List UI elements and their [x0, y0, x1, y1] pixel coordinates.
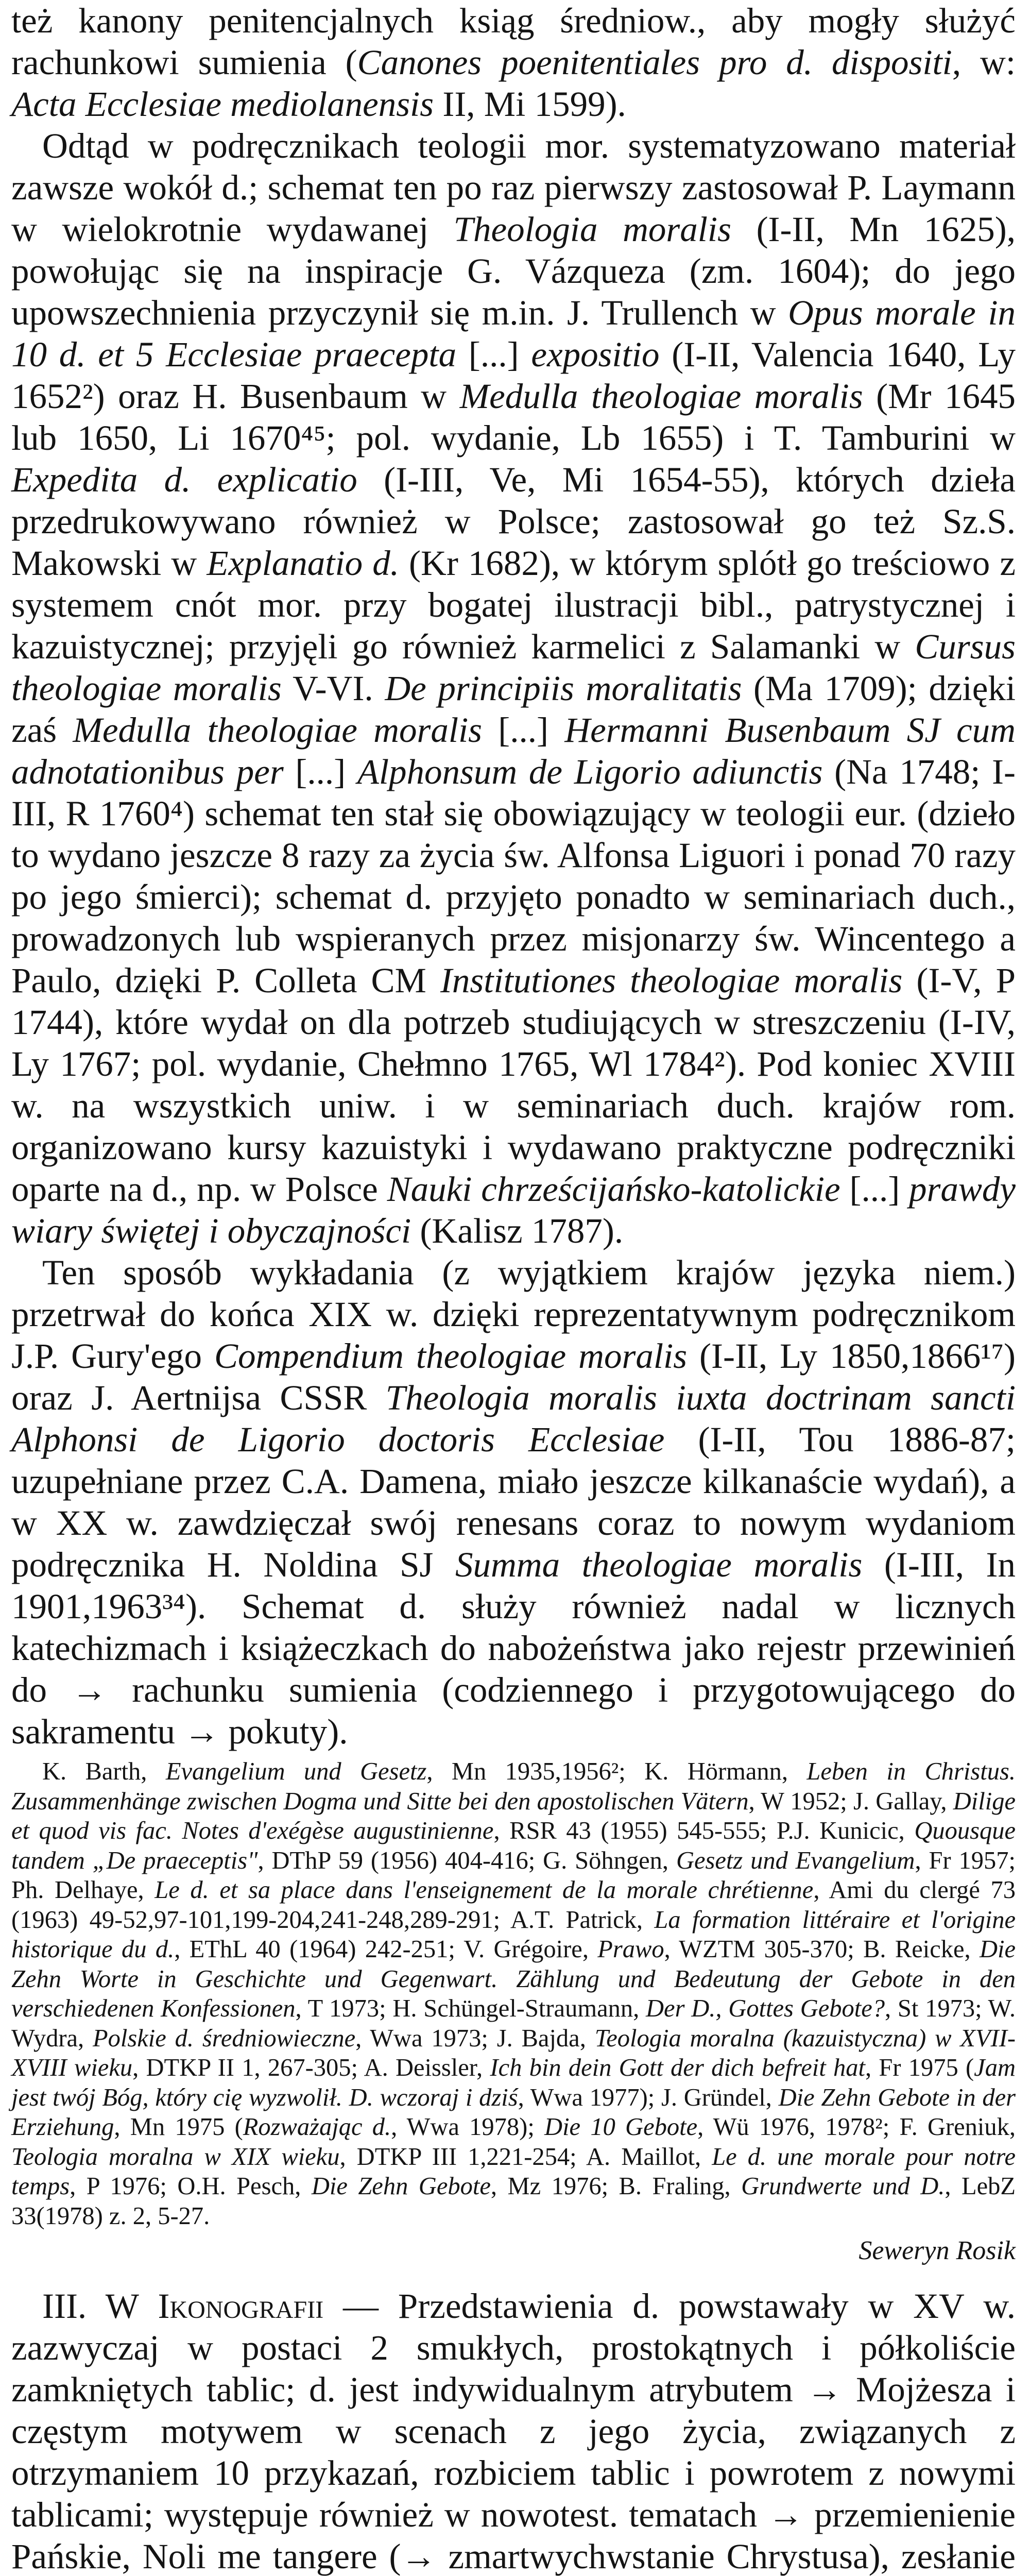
- main-text: [11, 0, 1016, 1753]
- author-signature: Seweryn Rosik: [859, 2236, 1016, 2265]
- paragraph-nineteenth-century: Ten sposób wykładania (z wyjątkiem krajów języka niem.) przetrwał do końca XIX w. dzięki reprezentatywnym podręcznikom J.P. Gury'ego Compendium theologiae moralis (I-II, Ly 1850,1866¹⁷) oraz J. Aertnijsa CSSR Theologia moralis iuxta doctrinam sancti Alphonsi de Ligorio doctoris Ecclesiae (I-II, Tou 1886-87; uzupełniane przez C.A. Damena, miało jeszcze kilkanaście wydań), a w XX w. zawdzięczał swój renesans coraz to nowym wydaniom podręcznika H. Noldina SJ Summa theologiae moralis (I-III, In 1901,1963³⁴). Schemat d. służy również nadal w licznych katechizmach i książeczkach do nabożeństwa jako rejestr przewinień do → rachunku sumienia (codziennego i przygotowującego do sakramentu → pokuty).: [11, 1253, 1016, 1751]
- bibliography: [11, 1757, 1016, 2231]
- paragraph-intro: też kanony penitencjalnych ksiąg średniow., aby mogły służyć rachunkowi sumienia (Canones poenitentiales pro d. dispositi, w: Acta Ecclesiae mediolanensis II, Mi 1599).: [11, 1, 1016, 124]
- section-iconography: [11, 2285, 1016, 2576]
- section-label: III. W: [42, 2286, 139, 2326]
- paragraph-iconography: [11, 2285, 1016, 2576]
- section-body: — Przedstawienia d. powstawały w XV w. zazwyczaj w postaci 2 smukłych, prostokątnych i półkoliście zamkniętych tablic; d. jest indywidualnym atrybutem → Mojżesza i częstym motywem w scenach z jego życia, związanych z otrzymaniem 10 przykazań, rozbiciem tablic i powrotem z nowymi tablicami; występuje również w nowotest. tematach → przemienienie Pańskie, Noli me tangere (→ zmartwychwstanie Chrystusa), zesłanie: [11, 2286, 1016, 2576]
- section-title: Ikonografii: [158, 2286, 324, 2326]
- bibliography-text: K. Barth, Evangelium und Gesetz, Mn 1935,1956²; K. Hörmann, Leben in Christus. Zusammenhänge zwischen Dogma und Sitte bei den apostolischen Vätern, W 1952; J. Gallay, Dilige et quod vis fac. Notes d'exégèse augustinienne, RSR 43 (1955) 545-555; P.J. Kunicic, Quousque tandem „De praeceptis", DThP 59 (1956) 404-416; G. Söhngen, Gesetz und Evangelium, Fr 1957; Ph. Delhaye, Le d. et sa place dans l'enseignement de la morale chrétienne, Ami du clergé 73 (1963) 49-52,97-101,199-204,241-248,289-291; A.T. Patrick, La formation littéraire et l'origine historique du d., EThL 40 (1964) 242-251; V. Grégoire, Prawo, WZTM 305-370; B. Reicke, Die Zehn Worte in Geschichte und Gegenwart. Zählung und Bedeutung der Gebote in den verschiedenen Konfessionen, T 1973; H. Schüngel-Straumann, Der D., Gottes Gebote?, St 1973; W. Wydra, Polskie d. średniowieczne, Wwa 1973; J. Bajda, Teologia moralna (kazuistyczna) w XVII-XVIII wieku, DTKP II 1, 267-305; A. Deissler, Ich bin dein Gott der dich befreit hat, Fr 1975 (Jam jest twój Bóg, który cię wyzwolił. D. wczoraj i dziś, Wwa 1977); J. Gründel, Die Zehn Gebote in der Erziehung, Mn 1975 (Rozważając d., Wwa 1978); Die 10 Gebote, Wü 1976, 1978²; F. Greniuk, Teologia moralna w XIX wieku, DTKP III 1,221-254; A. Maillot, Le d. une morale pour notre temps, P 1976; O.H. Pesch, Die Zehn Gebote, Mz 1976; B. Fraling, Grundwerte und D., LebZ 33(1978) z. 2, 5-27.: [11, 1758, 1016, 2230]
- document-page: [11, 0, 1016, 2576]
- paragraph-moral-theology-manuals: Odtąd w podręcznikach teologii mor. systematyzowano materiał zawsze wokół d.; schemat ten po raz pierwszy zastosował P. Laymann w wielokrotnie wydawanej Theologia moralis (I-II, Mn 1625), powołując się na inspiracje G. Vázqueza (zm. 1604); do jego upowszechnienia przyczynił się m.in. J. Trullench w Opus morale in 10 d. et 5 Ecclesiae praecepta [...] expositio (I-II, Valencia 1640, Ly 1652²) oraz H. Busenbaum w Medulla theologiae moralis (Mr 1645 lub 1650, Li 1670⁴⁵; pol. wydanie, Lb 1655) i T. Tamburini w Expedita d. explicatio (I-III, Ve, Mi 1654-55), których dzieła przedrukowywano również w Polsce; zastosował go też Sz.S. Makowski w Explanatio d. (Kr 1682), w którym splótł go treściowo z systemem cnót mor. przy bogatej ilustracji bibl., patrystycznej i kazuistycznej; przyjęli go również karmelici z Salamanki w Cursus theologiae moralis V-VI. De principiis moralitatis (Ma 1709); dzięki zaś Medulla theologiae moralis [...] Hermanni Busenbaum SJ cum adnotationibus per [...] Alphonsum de Ligorio adiunctis (Na 1748; I-III, R 1760⁴) schemat ten stał się obowiązujący w teologii eur. (dzieło to wydano jeszcze 8 razy za życia św. Alfonsa Liguori i ponad 70 razy po jego śmierci); schemat d. przyjęto ponadto w seminariach duch., prowadzonych lub wspieranych przez misjonarzy św. Wincentego a Paulo, dzięki P. Colleta CM Institutiones theologiae moralis (I-V, P 1744), które wydał on dla potrzeb studiujących w streszczeniu (I-IV, Ly 1767; pol. wydanie, Chełmno 1765, Wl 1784²). Pod koniec XVIII w. na wszystkich uniw. i w seminariach duch. krajów rom. organizowano kursy kazuistyki i wydawano praktyczne podręczniki oparte na d., np. w Polsce Nauki chrześcijańsko-katolickie [...] prawdy wiary świętej i obyczajności (Kalisz 1787).: [11, 126, 1016, 1250]
